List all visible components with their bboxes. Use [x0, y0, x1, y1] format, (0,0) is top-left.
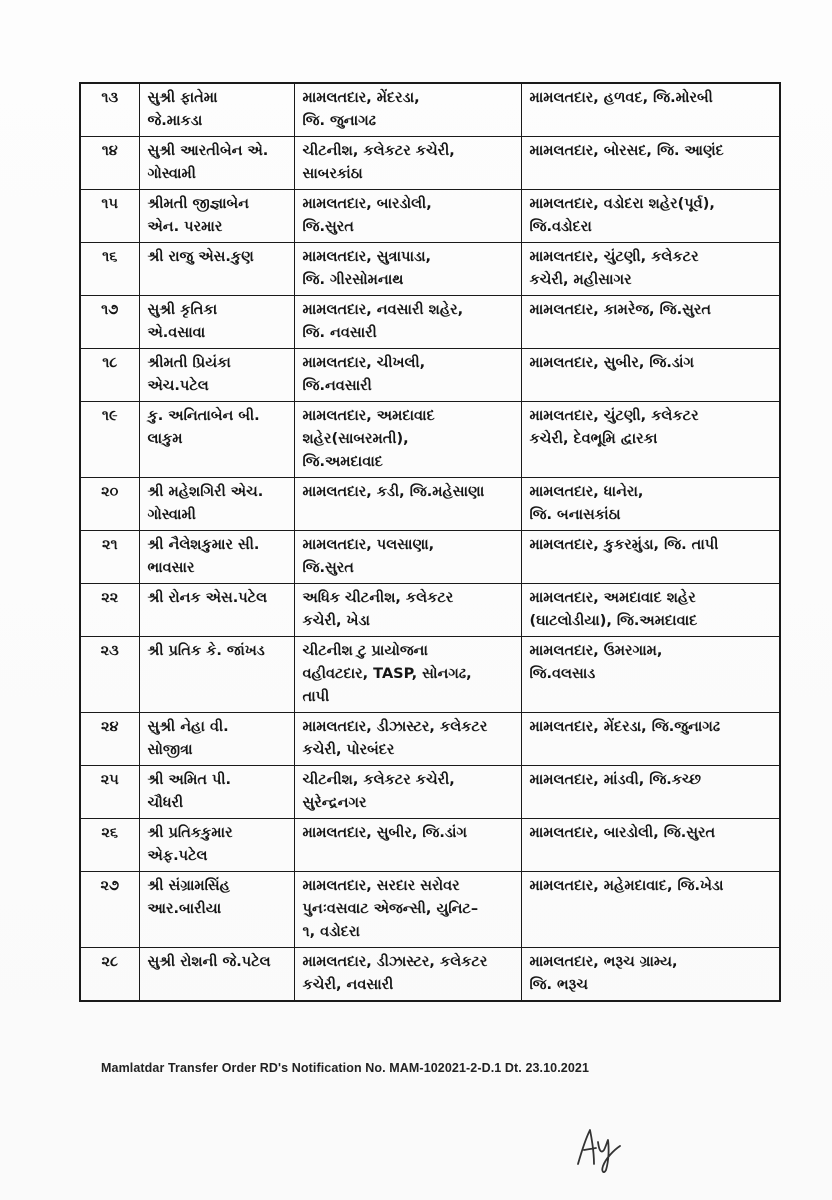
current-posting-cell	[294, 349, 521, 402]
officer-name-line: એ.વસાવા	[147, 325, 206, 341]
current-posting-line: જિ.સુરત	[302, 219, 354, 235]
serial-number-cell: ૧૮	[80, 349, 139, 402]
current-posting-cell	[294, 190, 521, 243]
serial-number-cell: ૨૩	[80, 637, 139, 713]
new-posting-cell	[521, 819, 780, 872]
new-posting-line: મામલતદાર, બોરસદ, જિ. આણંદ	[529, 143, 724, 159]
new-posting-line: મામલતદાર, બારડોલી, જિ.સુરત	[529, 825, 716, 841]
serial-number-cell: ૨૦	[80, 478, 139, 531]
new-posting-cell	[521, 766, 780, 819]
officer-name-line: શ્રીમતી જીજ્ઞાબેન	[147, 196, 249, 212]
new-posting-cell	[521, 584, 780, 637]
current-posting-cell	[294, 531, 521, 584]
new-posting-line: જિ.વડોદરા	[529, 219, 592, 235]
officer-name-line: સુશ્રી રોશની જે.પટેલ	[147, 954, 271, 970]
current-posting-line: મામલતદાર, પલસાણા,	[302, 537, 435, 553]
new-posting-cell	[521, 243, 780, 296]
officer-name-line: શ્રી નૈલેશકુમાર સી.	[147, 537, 260, 553]
table-row	[80, 137, 780, 190]
new-posting-line: મામલતદાર, હળવદ, જિ.મોરબી	[529, 90, 713, 106]
current-posting-line: ચીટનીશ, કલેકટર કચેરી,	[302, 143, 455, 159]
signature-icon	[572, 1120, 636, 1176]
officer-name-line: શ્રી મહેશગિરી એચ.	[147, 484, 264, 500]
officer-name-line: એફ.પટેલ	[147, 848, 208, 864]
officer-name-line: સુશ્રી કૃતિકા	[147, 302, 218, 318]
serial-number-cell: ૧૭	[80, 296, 139, 349]
officer-name-line: શ્રી પ્રતિક કે. જાંખડ	[147, 643, 265, 659]
new-posting-cell	[521, 872, 780, 948]
officer-name-cell	[139, 83, 294, 137]
current-posting-line: જિ. જુનાગઢ	[302, 113, 376, 129]
officer-name-line: શ્રીમતી પ્રિયંકા	[147, 355, 231, 371]
officer-name-line: ગોસ્વામી	[147, 166, 196, 182]
current-posting-line: સાબરકાંઠા	[302, 166, 363, 182]
current-posting-cell	[294, 243, 521, 296]
serial-number-cell: ૧૪	[80, 137, 139, 190]
current-posting-line: મામલતદાર, સુબીર, જિ.ડાંગ	[302, 825, 468, 841]
current-posting-cell	[294, 637, 521, 713]
new-posting-cell	[521, 531, 780, 584]
table-row	[80, 584, 780, 637]
current-posting-line: સુરેન્દ્રનગર	[302, 795, 367, 811]
new-posting-line: મામલતદાર, સુબીર, જિ.ડાંગ	[529, 355, 695, 371]
table-row	[80, 713, 780, 766]
officer-name-line: સુશ્રી ફાતેમા	[147, 90, 218, 106]
officer-name-line: ગોસ્વામી	[147, 507, 196, 523]
new-posting-line: મામલતદાર, ચુંટણી, કલેકટર	[529, 408, 699, 424]
new-posting-line: કચેરી, મહીસાગર	[529, 272, 632, 288]
current-posting-cell	[294, 766, 521, 819]
officer-name-line: જે.માકડા	[147, 113, 203, 129]
new-posting-line: મામલતદાર, મેંદરડા, જિ.જુનાગઢ	[529, 719, 721, 735]
current-posting-cell	[294, 296, 521, 349]
current-posting-line: જિ. નવસારી	[302, 325, 377, 341]
current-posting-line: મામલતદાર, કડી, જિ.મહેસાણા	[302, 484, 485, 500]
table-row	[80, 948, 780, 1002]
officer-name-cell	[139, 713, 294, 766]
current-posting-line: ચીટનીશ, કલેકટર કચેરી,	[302, 772, 455, 788]
serial-number-cell: ૨૬	[80, 819, 139, 872]
current-posting-line: મામલતદાર, બારડોલી,	[302, 196, 432, 212]
new-posting-line: મામલતદાર, ધાનેરા,	[529, 484, 644, 500]
new-posting-cell	[521, 83, 780, 137]
officer-name-line: શ્રી રાજુ એસ.કુણ	[147, 249, 254, 265]
current-posting-line: મામલતદાર, અમદાવાદ	[302, 408, 435, 424]
officer-name-cell	[139, 190, 294, 243]
officer-name-cell	[139, 637, 294, 713]
officer-name-cell	[139, 402, 294, 478]
officer-name-cell	[139, 819, 294, 872]
table-row	[80, 243, 780, 296]
table-row	[80, 819, 780, 872]
serial-number-cell: ૧૫	[80, 190, 139, 243]
transfer-table-container	[79, 82, 779, 1002]
current-posting-line: ચીટનીશ ટુ પ્રાયોજના	[302, 643, 428, 659]
current-posting-line: કચેરી, નવસારી	[302, 977, 394, 993]
officer-name-line: એચ.પટેલ	[147, 378, 209, 394]
current-posting-line: મામલતદાર, મેંદરડા,	[302, 90, 420, 106]
serial-number-cell: ૧૯	[80, 402, 139, 478]
officer-name-cell	[139, 948, 294, 1002]
current-posting-line: અધિક ચીટનીશ, કલેકટર	[302, 590, 454, 606]
officer-name-cell	[139, 766, 294, 819]
new-posting-line: (ઘાટલોડીયા), જિ.અમદાવાદ	[529, 613, 698, 629]
new-posting-cell	[521, 190, 780, 243]
serial-number-cell: ૨૪	[80, 713, 139, 766]
current-posting-line: તાપી	[302, 689, 330, 705]
table-row	[80, 766, 780, 819]
notification-footer: Mamlatdar Transfer Order RD's Notification No. MAM-102021-2-D.1 Dt. 23.10.2021	[101, 1061, 590, 1075]
officer-name-line: શ્રી પ્રતિકકુમાર	[147, 825, 233, 841]
officer-name-line: શ્રી સંગ્રામસિંહ	[147, 878, 230, 894]
serial-number-cell: ૧૩	[80, 83, 139, 137]
new-posting-line: મામલતદાર, ભરૂચ ગ્રામ્ય,	[529, 954, 678, 970]
officer-name-line: શ્રી રોનક એસ.પટેલ	[147, 590, 268, 606]
officer-name-line: સુશ્રી નેહા વી.	[147, 719, 229, 735]
officer-name-line: લાકુમ	[147, 431, 183, 447]
new-posting-cell	[521, 948, 780, 1002]
current-posting-line: મામલતદાર, ચીખલી,	[302, 355, 426, 371]
new-posting-line: મામલતદાર, ચુંટણી, કલેકટર	[529, 249, 699, 265]
current-posting-line: જિ.નવસારી	[302, 378, 372, 394]
new-posting-cell	[521, 137, 780, 190]
serial-number-cell: ૨૫	[80, 766, 139, 819]
serial-number-cell: ૨૧	[80, 531, 139, 584]
transfer-table-body	[80, 83, 780, 1001]
new-posting-cell	[521, 402, 780, 478]
officer-name-cell	[139, 531, 294, 584]
current-posting-cell	[294, 819, 521, 872]
current-posting-line: જિ. ગીરસોમનાથ	[302, 272, 404, 288]
officer-name-cell	[139, 137, 294, 190]
table-row	[80, 872, 780, 948]
new-posting-line: મામલતદાર, ઉમરગામ,	[529, 643, 663, 659]
officer-name-line: ચૌધરી	[147, 795, 184, 811]
current-posting-cell	[294, 402, 521, 478]
new-posting-line: જિ.વલસાડ	[529, 666, 596, 682]
current-posting-cell	[294, 948, 521, 1002]
table-row	[80, 531, 780, 584]
current-posting-line: મામલતદાર, ડીઝાસ્ટર, કલેકટર	[302, 719, 488, 735]
new-posting-line: મામલતદાર, માંડવી, જિ.કચ્છ	[529, 772, 702, 788]
serial-number-cell: ૨૭	[80, 872, 139, 948]
current-posting-cell	[294, 584, 521, 637]
new-posting-line: જિ. ભરૂચ	[529, 977, 588, 993]
current-posting-line: મામલતદાર, સરદાર સરોવર	[302, 878, 460, 894]
officer-name-line: શ્રી અમિત પી.	[147, 772, 232, 788]
serial-number-cell: ૨૮	[80, 948, 139, 1002]
current-posting-cell	[294, 83, 521, 137]
new-posting-line: મામલતદાર, વડોદરા શહેર(પૂર્વ),	[529, 196, 715, 212]
officer-name-line: ભાવસાર	[147, 560, 195, 576]
current-posting-line: ૧, વડોદરા	[302, 924, 360, 940]
new-posting-cell	[521, 713, 780, 766]
serial-number-cell: ૨૨	[80, 584, 139, 637]
current-posting-line: કચેરી, પોરબંદર	[302, 742, 395, 758]
new-posting-cell	[521, 349, 780, 402]
officer-name-line: સોજીત્રા	[147, 742, 193, 758]
current-posting-line: શહેર(સાબરમતી),	[302, 431, 409, 447]
new-posting-line: મામલતદાર, કુકરમુંડા, જિ. તાપી	[529, 537, 719, 553]
current-posting-line: વહીવટદાર, TASP, સોનગઢ,	[302, 666, 472, 682]
new-posting-line: મામલતદાર, કામરેજ, જિ.સુરત	[529, 302, 711, 318]
new-posting-line: કચેરી, દેવભૂમિ દ્વારકા	[529, 431, 658, 447]
table-row	[80, 478, 780, 531]
current-posting-line: મામલતદાર, નવસારી શહેર,	[302, 302, 464, 318]
table-row	[80, 349, 780, 402]
table-row	[80, 402, 780, 478]
officer-name-cell	[139, 478, 294, 531]
new-posting-cell	[521, 637, 780, 713]
table-row	[80, 637, 780, 713]
officer-name-cell	[139, 584, 294, 637]
current-posting-line: જિ.અમદાવાદ	[302, 454, 383, 470]
current-posting-cell	[294, 478, 521, 531]
new-posting-line: જિ. બનાસકાંઠા	[529, 507, 621, 523]
table-row	[80, 83, 780, 137]
current-posting-line: પુનઃવસવાટ એજન્સી, યુનિટ–	[302, 901, 479, 917]
officer-name-cell	[139, 243, 294, 296]
new-posting-cell	[521, 478, 780, 531]
new-posting-line: મામલતદાર, મહેમદાવાદ, જિ.ખેડા	[529, 878, 724, 894]
officer-name-line: સુશ્રી આરતીબેન એ.	[147, 143, 269, 159]
officer-name-cell	[139, 872, 294, 948]
current-posting-line: જિ.સુરત	[302, 560, 354, 576]
new-posting-line: મામલતદાર, અમદાવાદ શહેર	[529, 590, 696, 606]
officer-name-line: કુ. અનિતાબેન બી.	[147, 408, 260, 424]
transfer-table	[79, 82, 781, 1002]
serial-number-cell: ૧૬	[80, 243, 139, 296]
officer-name-cell	[139, 296, 294, 349]
current-posting-cell	[294, 872, 521, 948]
table-row	[80, 190, 780, 243]
officer-name-line: એન. પરમાર	[147, 219, 223, 235]
new-posting-cell	[521, 296, 780, 349]
table-row	[80, 296, 780, 349]
current-posting-cell	[294, 713, 521, 766]
officer-name-cell	[139, 349, 294, 402]
current-posting-line: મામલતદાર, ડીઝાસ્ટર, કલેકટર	[302, 954, 488, 970]
current-posting-line: કચેરી, ખેડા	[302, 613, 370, 629]
current-posting-line: મામલતદાર, સુત્રાપાડા,	[302, 249, 432, 265]
current-posting-cell	[294, 137, 521, 190]
officer-name-line: આર.બારીયા	[147, 901, 222, 917]
